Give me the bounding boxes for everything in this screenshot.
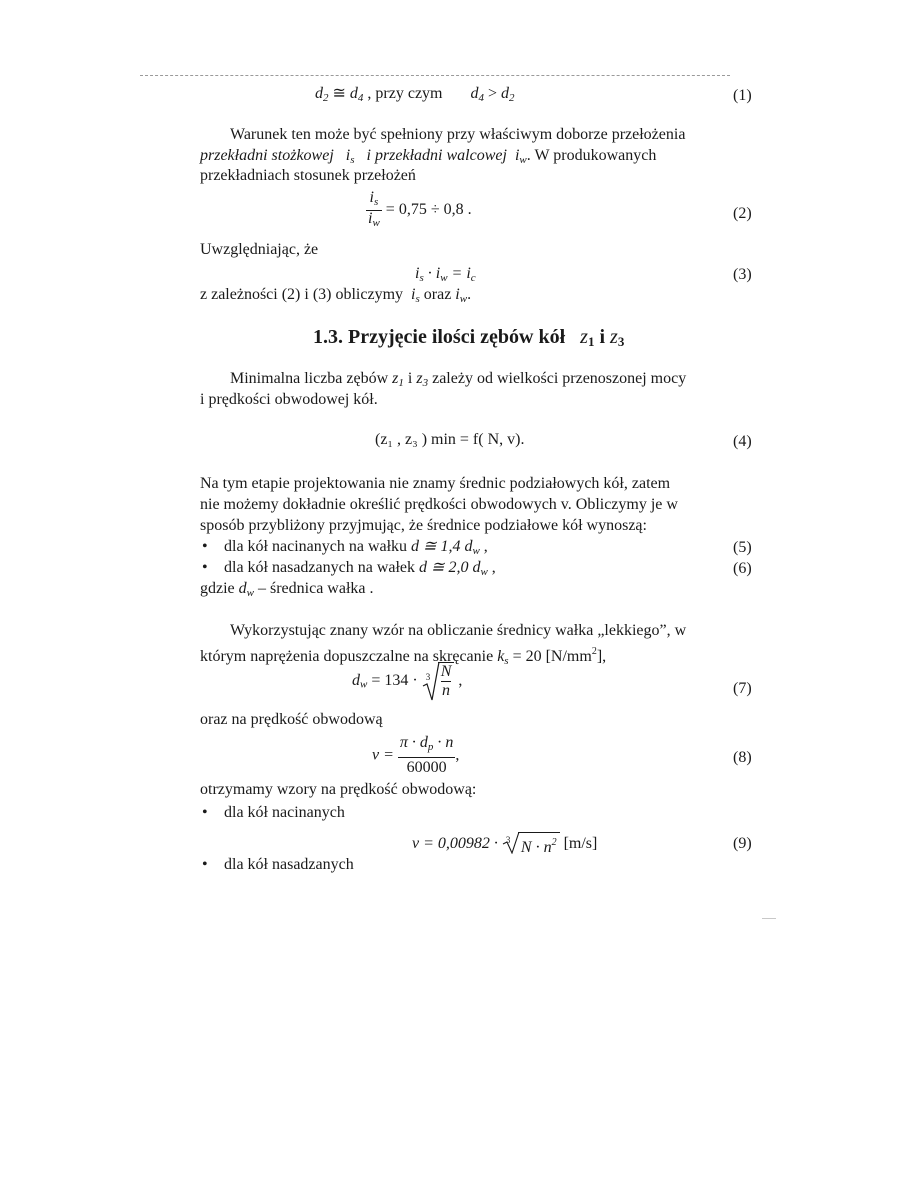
bullet-item-5: • dla kół nacinanych na wałku d ≅ 1,4 $d_w$ , xyxy=(202,538,488,557)
equation-2: $\frac{i_s}{i_w}$ = 0,75 ÷ 0,8 . xyxy=(368,189,472,229)
para4-line2: którym naprężenia dopuszczalne na skręcanie $k_s = 20$ $[N/mm^2]$, xyxy=(200,646,607,667)
para3-line3: sposób przybliżony przyjmując, że średnice podziałowe kół wynoszą: xyxy=(200,517,647,534)
para2-line2: i prędkości obwodowej kół. xyxy=(200,391,378,408)
equation-9: v = 0,00982 · 3 $N \cdot n^2$ [m/s] xyxy=(412,832,597,858)
section-heading: 1.3. Przyjęcie ilości zębów kół $z_1$ i $z_3$ xyxy=(313,326,625,349)
para1-line3: przekładniach stosunek przełożeń xyxy=(200,167,416,184)
equation-3: $i_s \cdot i_w = i_c$ xyxy=(415,265,476,284)
equation-number-6: (6) xyxy=(733,560,752,577)
cube-root-symbol: 3 $\frac{N}{n}$ xyxy=(422,662,455,700)
para4-line1: Wykorzystując znany wzór na obliczanie średnicy wałka „lekkiego”, w xyxy=(230,622,687,639)
equation-number-9: (9) xyxy=(733,835,752,852)
equation-7: $d_w = 134$ · 3 $\frac{N}{n}$ , xyxy=(352,663,463,699)
oraz-text: oraz na prędkość obwodową xyxy=(200,711,383,728)
para3-line2: nie możemy dokładnie określić prędkości obwodowych v. Obliczymy je w xyxy=(200,496,678,513)
para3-line1: Na tym etapie projektowania nie znamy średnic podziałowych kół, zatem xyxy=(200,475,671,492)
bullet-item-nacinanych: • dla kół nacinanych xyxy=(202,804,345,821)
equation-number-2: (2) xyxy=(733,205,752,222)
equation-8: v = $\frac{\pi \cdot d_p \cdot n}{60000}$ , xyxy=(372,734,460,776)
para1-line1: Warunek ten może być spełniony przy właściwym doborze przełożenia xyxy=(230,126,686,143)
para2-line1: Minimalna liczba zębów $z_1$ i $z_3$ zależy od wielkości przenoszonej mocy xyxy=(230,370,687,389)
scan-artifact-mark xyxy=(762,918,776,919)
equation-number-7: (7) xyxy=(733,680,752,697)
gdzie-text: gdzie $d_w$ – średnica wałka . xyxy=(200,580,374,599)
scan-artifact-line xyxy=(140,75,730,76)
zaleznosci-text: z zależności (2) i (3) obliczymy $i_s$ oraz $i_w$. xyxy=(200,286,472,305)
equation-number-3: (3) xyxy=(733,266,752,283)
equation-number-8: (8) xyxy=(733,749,752,766)
bullet-item-nasadzanych: • dla kół nasadzanych xyxy=(202,856,354,873)
otrzymamy-text: otrzymamy wzory na prędkość obwodową: xyxy=(200,781,477,798)
equation-4: (z₁ , z₃ ) min = f( N, v). xyxy=(375,431,525,448)
equation-number-5: (5) xyxy=(733,539,752,556)
uwzgledniajac-text: Uwzględniając, że xyxy=(200,241,319,258)
equation-1: $d_2$ ≅ $d_4$ , przy czym $d_4 > d_2$ xyxy=(315,85,515,104)
equation-number-1: (1) xyxy=(733,87,752,104)
cube-root-symbol-2: 3 $N \cdot n^2$ xyxy=(502,832,560,858)
bullet-item-6: • dla kół nasadzanych na wałek d ≅ 2,0 $d_w$ , xyxy=(202,559,496,578)
para1-line2: przekładni stożkowej $i_s$ i przekładni walcowej $i_w$. W produkowanych xyxy=(200,147,657,166)
equation-number-4: (4) xyxy=(733,433,752,450)
